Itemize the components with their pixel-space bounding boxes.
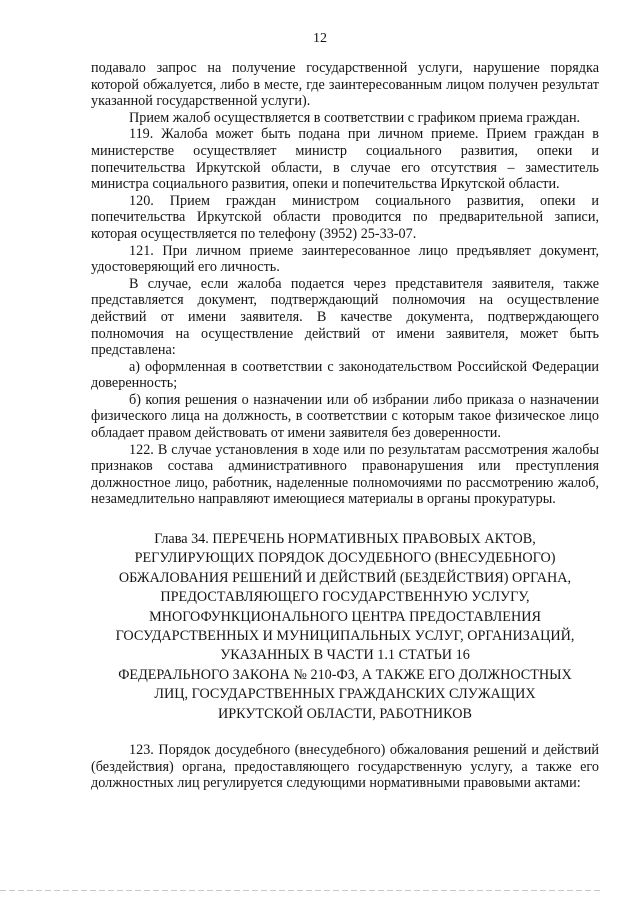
- scan-edge-divider: [0, 890, 600, 891]
- chapter-heading-line: ГОСУДАРСТВЕННЫХ И МУНИЦИПАЛЬНЫХ УСЛУГ, ОРГАНИЗАЦИЙ,: [115, 628, 575, 645]
- paragraph-representative: В случае, если жалоба подается через представителя заявителя, также представляется документ, подтверждающий полномочия на осуществление действий от имени заявителя. В качестве документа, подтверждающего полномочия на осуществление действий от имени заявителя, может быть представлена:: [91, 275, 599, 359]
- page-number: 12: [313, 31, 327, 46]
- paragraph-item-b: б) копия решения о назначении или об избрании либо приказа о назначении физического лица на должность, в соответствии с которым такое физическое лицо обладает правом действовать от имени заявителя без доверенности.: [91, 391, 599, 442]
- chapter-heading-line: УКАЗАННЫХ В ЧАСТИ 1.1 СТАТЬИ 16: [220, 647, 470, 664]
- paragraph-119: 119. Жалоба может быть подана при личном приеме. Прием граждан в министерстве осуществляет министр социального развития, опеки и попечительства Иркутской области, в случае его отсутствия – заместитель министра социального развития, опеки и попечительства Иркутской области.: [91, 126, 599, 193]
- paragraph-120: 120. Прием граждан министром социального развития, опеки и попечительства Иркутской области проводится по предварительной записи, которая осуществляется по телефону (3952) 25-33-07.: [91, 192, 599, 242]
- chapter-heading-line: МНОГОФУНКЦИОНАЛЬНОГО ЦЕНТРА ПРЕДОСТАВЛЕНИЯ: [149, 608, 541, 625]
- chapter-heading-line: ЛИЦ, ГОСУДАРСТВЕННЫХ ГРАЖДАНСКИХ СЛУЖАЩИХ: [154, 686, 536, 703]
- chapter-heading-line: Глава 34. ПЕРЕЧЕНЬ НОРМАТИВНЫХ ПРАВОВЫХ АКТОВ,: [154, 531, 536, 548]
- chapter-heading-line: РЕГУЛИРУЮЩИХ ПОРЯДОК ДОСУДЕБНОГО (ВНЕСУДЕБНОГО): [134, 550, 556, 567]
- paragraph-121: 121. При личном приеме заинтересованное лицо предъявляет документ, удостоверяющий его личность.: [91, 242, 599, 276]
- paragraph-item-a: а) оформленная в соответствии с законодательством Российской Федерации доверенность;: [91, 358, 599, 392]
- chapter-heading-line: ОБЖАЛОВАНИЯ РЕШЕНИЙ И ДЕЙСТВИЙ (БЕЗДЕЙСТВИЯ) ОРГАНА,: [118, 569, 572, 586]
- paragraph-123: 123. Порядок досудебного (внесудебного) обжалования решений и действий (бездействия) органа, предоставляющего государственную услугу, а также его должностных лиц регулируется следующими нормативными правовыми актами:: [91, 742, 599, 792]
- chapter-heading: [91, 530, 599, 724]
- paragraph-122: 122. В случае установления в ходе или по результатам рассмотрения жалобы признаков состава административного правонарушения или преступления должностное лицо, работник, наделенные полномочиями по рассмотрению жалоб, незамедлительно направляют имеющиеся материалы в органы прокуратуры.: [91, 441, 599, 508]
- chapter-heading-line: ИРКУТСКОЙ ОБЛАСТИ, РАБОТНИКОВ: [218, 705, 472, 722]
- paragraph-continuation: подавало запрос на получение государственной услуги, нарушение порядка которой обжалуется, либо в месте, где заинтересованным лицом получен результат указанной государственной услуги).: [91, 60, 599, 110]
- paragraph-complaint-schedule: Прием жалоб осуществляется в соответствии с графиком приема граждан.: [129, 109, 581, 126]
- chapter-heading-line: ПРЕДОСТАВЛЯЮЩЕГО ГОСУДАРСТВЕННУЮ УСЛУГУ,: [160, 589, 530, 606]
- chapter-heading-line: ФЕДЕРАЛЬНОГО ЗАКОНА № 210-ФЗ, А ТАКЖЕ ЕГО ДОЛЖНОСТНЫХ: [118, 666, 572, 683]
- document-body: [91, 60, 599, 792]
